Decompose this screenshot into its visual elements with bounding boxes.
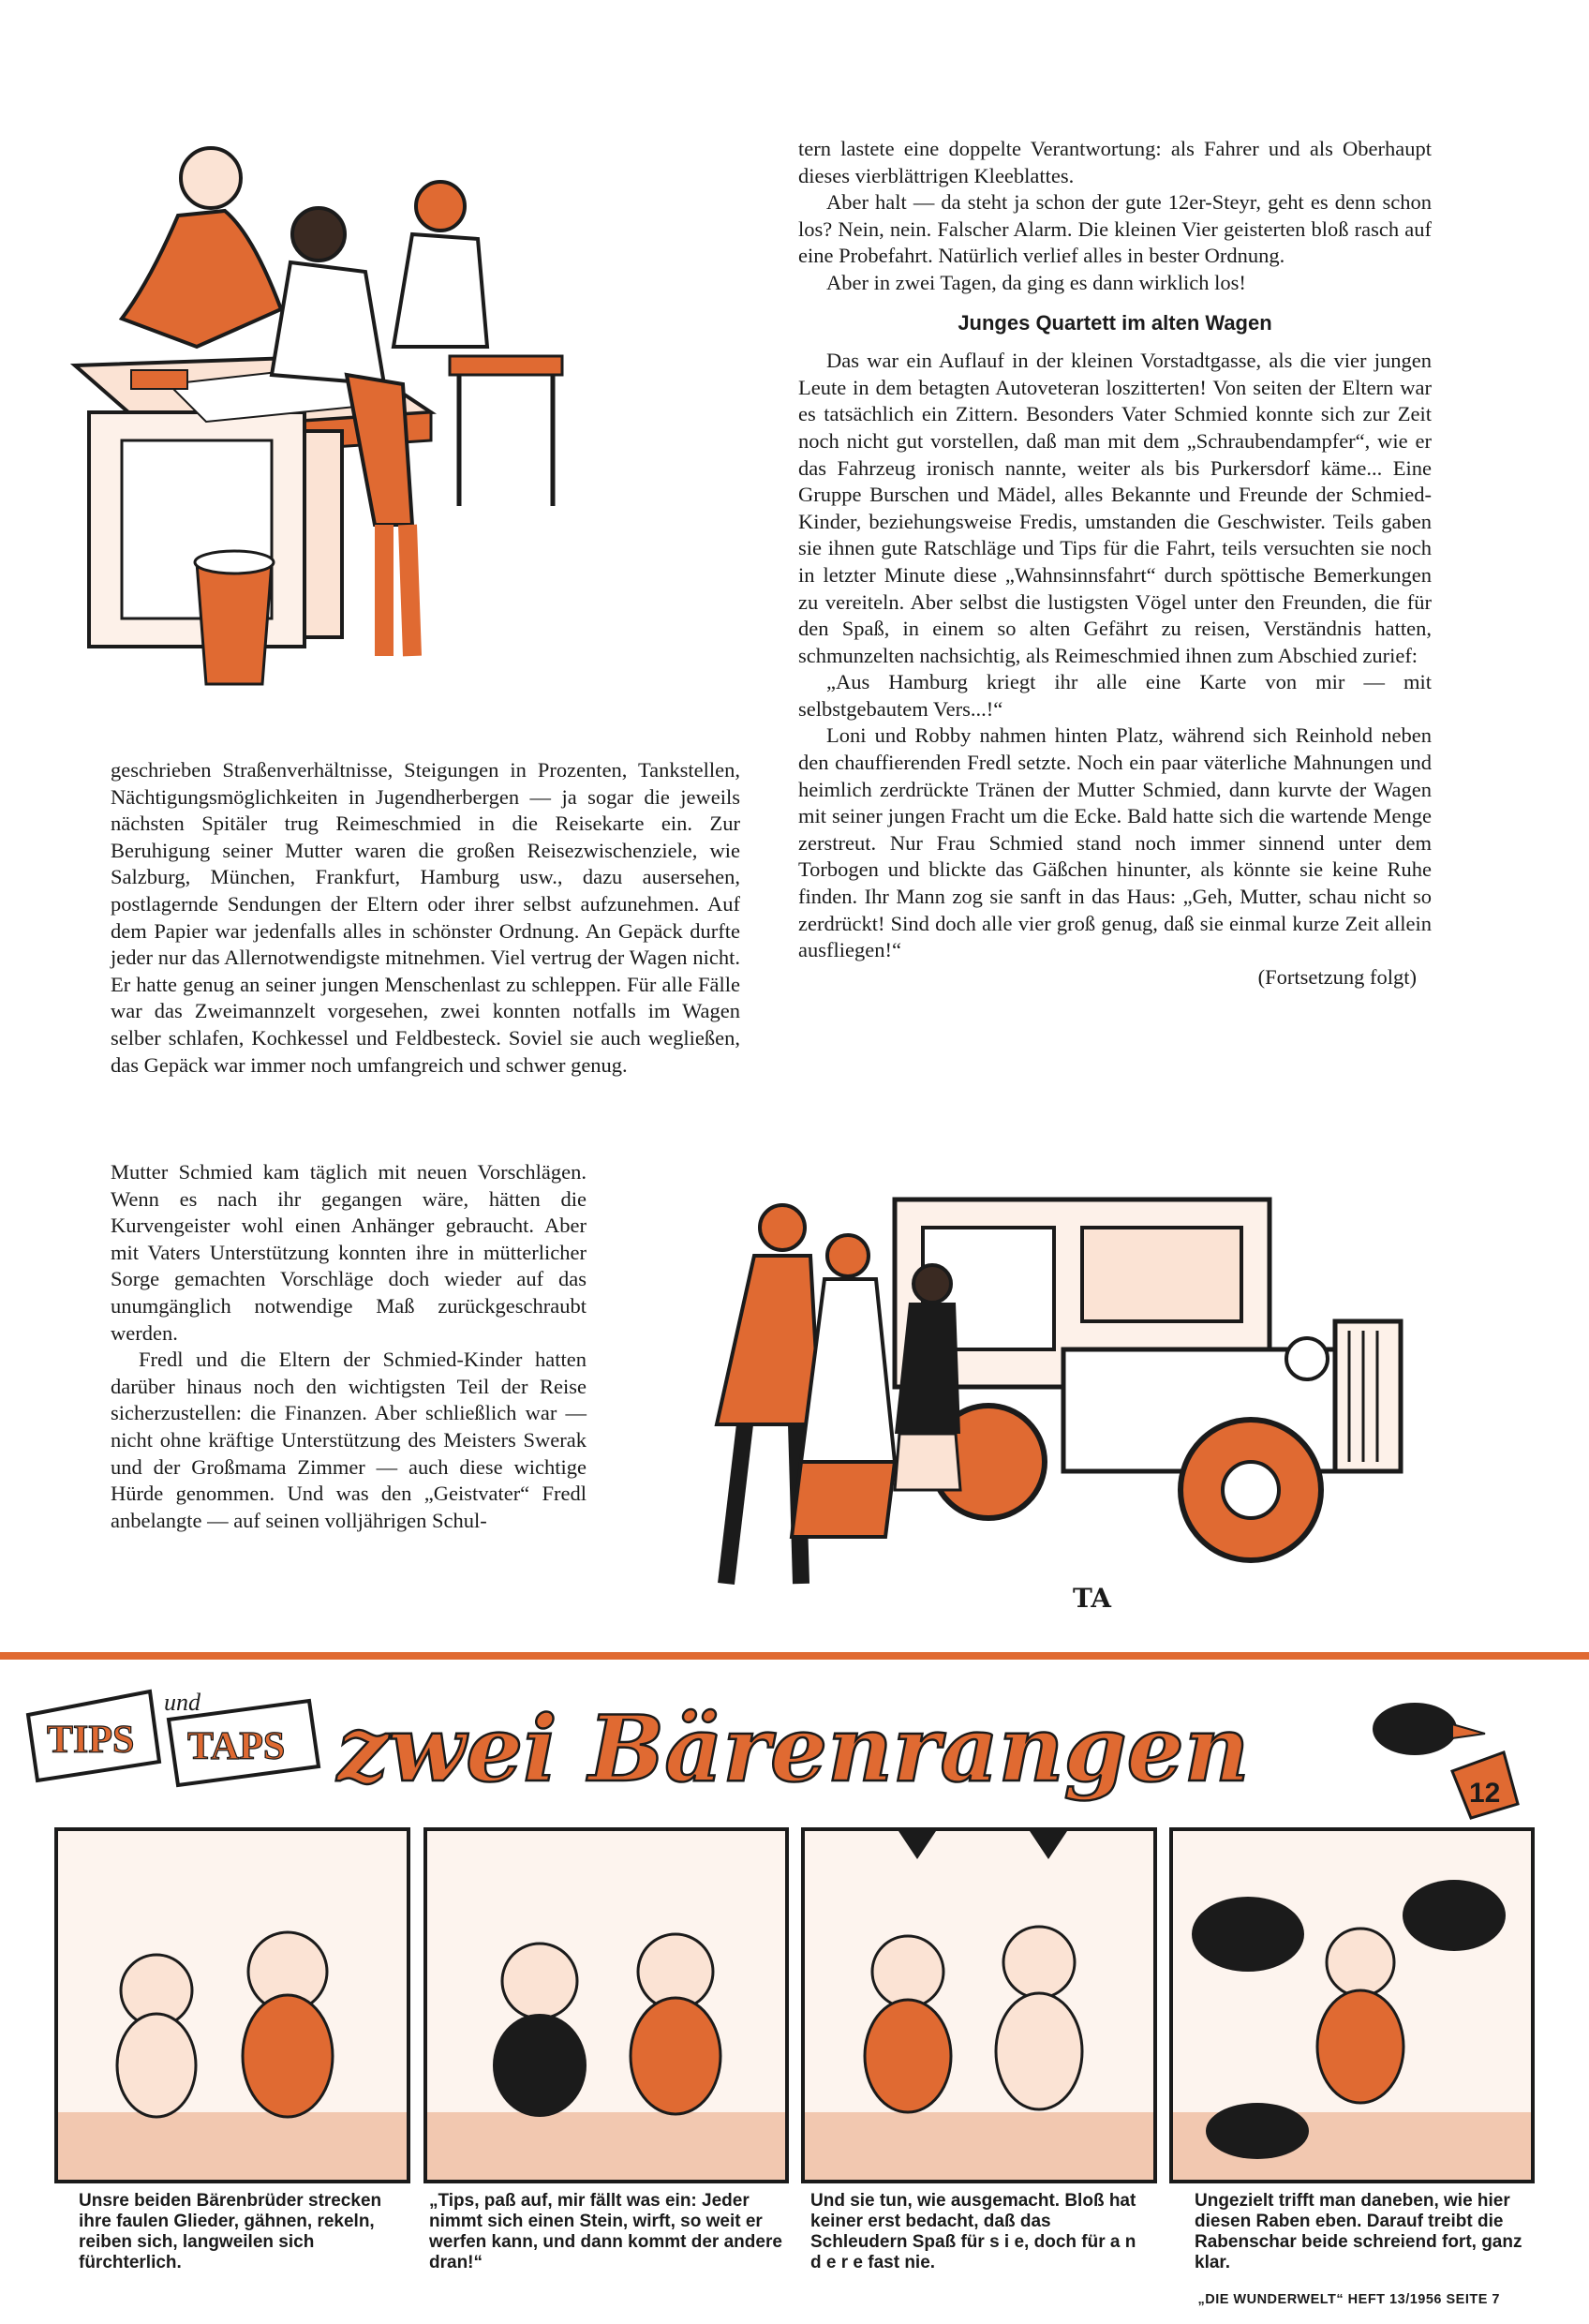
right-column-text <box>798 136 1432 991</box>
paragraph: tern lastete eine doppelte Verantwortung: als Fahrer und als Oberhaupt dieses vierblättrigen Kleeblattes. <box>798 137 1432 187</box>
episode-number: 12 <box>1469 1778 1501 1809</box>
title-und: und <box>164 1689 200 1716</box>
title-taps: TAPS <box>187 1725 286 1768</box>
comic-title <box>19 1673 1574 1823</box>
paragraph: Aber in zwei Tagen, da ging es dann wirklich los! <box>826 270 1246 294</box>
page-footer: „DIE WUNDERWELT“ HEFT 13/1956 SEITE 7 <box>1197 2292 1500 2307</box>
left-column-text-narrow <box>111 1159 587 1534</box>
title-main: zwei Bärenrangen <box>337 1696 1250 1802</box>
section-divider <box>0 1652 1589 1660</box>
office-illustration <box>37 131 628 693</box>
paragraph: geschrieben Straßenverhältnisse, Steigungen in Prozenten, Tankstellen, Nächtigungsmöglichkeiten in Jugendherbergen — ja sogar die jeweils nächsten Spitäler trug Reimeschmied in die Reisekarte ein. Zur Beruhigung seiner Mutter waren die großen Reisezwischenziele, wie Salzburg, München, Frankfurt, Hamburg usw., dazu ausersehen, postlagernde Sendungen der Eltern oder ihrer selbst aufzunehmen. Auf dem Papier war jedenfalls alles in schönster Ordnung. An Gepäck durfte jeder nur das Allernotwendigste mitnehmen. Viel vertrug der Wagen nicht. Er hatte genug an seiner jungen Menschenlast zu schleppen. Für alle Fälle war das Zweimannzelt vorgesehen, zwei konnten notfalls im Wagen selber schlafen, Kochkessel und Feldbesteck. Soviel sie auch wegließen, das Gepäck war immer noch umfangreich und schwer genug. <box>111 758 740 1077</box>
comic-caption-2: „Tips, paß auf, mir fällt was ein: Jeder nimmt sich einen Stein, wirft, so weit er werfen kann, und dann kommt der andere dran!“ <box>429 2191 782 2272</box>
continuation-note: (Fortsetzung folgt) <box>1257 964 1417 989</box>
paragraph: Loni und Robby nahmen hinten Platz, während sich Reinhold neben den chauffierenden Fredl setzte. Noch ein paar väterliche Mahnungen und heimlich zerdrückte Tränen der Mutter Schmied, dann kurvte der Wagen mit seiner jungen Fracht um die Ecke. Bald hatte sich die wartende Menge zerstreut. Nur Frau Schmied stand noch immer sinnend unter dem Torbogen und blickte das Gäßchen hinunter, als könnte sie keine Ruhe finden. Ihr Mann zog sie sanft in das Haus: „Geh, Mutter, schau nicht so zerdrückt! Sind doch alle vier groß genug, daß sie einmal kurze Zeit allein ausfliegen!“ <box>798 723 1432 962</box>
title-tips: TIPS <box>47 1719 135 1762</box>
car-illustration <box>614 1181 1513 1621</box>
comic-caption-4: Ungezielt trifft man daneben, wie hier diesen Raben eben. Darauf treibt die Rabenschar beide schreiend fort, ganz klar. <box>1195 2191 1522 2272</box>
comic-panel-2 <box>423 1827 789 2183</box>
section-heading: Junges Quartett im alten Wagen <box>958 310 1272 335</box>
comic-panel-3 <box>801 1827 1157 2183</box>
comic-caption-3: Und sie tun, wie ausgemacht. Bloß hat keiner erst bedacht, daß das Schleudern Spaß für s i e, doch für a n d e r e fast nie. <box>810 2191 1136 2272</box>
comic-panel-1 <box>54 1827 410 2183</box>
comic-panel-4 <box>1169 1827 1535 2183</box>
paragraph: Das war ein Auflauf in der kleinen Vorstadtgasse, als die vier jungen Leute in dem betagten Autoveteran loszitterten! Von seiten der Eltern war es tatsächlich ein Zittern. Besonders Vater Schmied konnte sich zur Zeit noch nicht gut vorstellen, daß man mit dem „Schraubendampfer“, wie er das Fahrzeug ironisch nannte, weiter als bis Purkersdorf käme... Eine Gruppe Burschen und Mädel, alles Bekannte und Freunde der Schmied-Kinder, beziehungsweise Fredis, umstanden die Geschwister. Teils gaben sie ihnen gute Ratschläge und Tips für die Fahrt, teils versuchten sie noch in letzter Minute diese „Wahnsinnsfahrt“ durch spöttische Bemerkungen zu vereiteln. Aber selbst die lustigsten Vögel unter den Freunden, die für den Spaß, in einem so alten Gefährt zu reisen, Verständnis hatten, schmunzelten nachsichtig, als Reimeschmied ihnen zum Abschied zurief: <box>798 349 1432 667</box>
paragraph: Aber halt — da steht ja schon der gute 12er-Steyr, geht es denn schon los? Nein, nein. Falscher Alarm. Die kleinen Vier geisterten bloß rasch auf eine Probefahrt. Natürlich verlief alles in bester Ordnung. <box>798 190 1432 268</box>
artist-signature: TA <box>1073 1583 1112 1614</box>
paragraph: Mutter Schmied kam täglich mit neuen Vorschlägen. Wenn es nach ihr gegangen wäre, hätten die Kurvengeister wohl einen Anhänger gebraucht. Aber mit Vaters Unterstützung konnten ihre in mütterlicher Sorge gemachten Vorschläge doch wieder auf das unumgänglich notwendige Maß zurückgeschraubt werden. <box>111 1160 587 1345</box>
paragraph: „Aus Hamburg kriegt ihr alle eine Karte von mir — mit selbstgebautem Vers...!“ <box>798 670 1432 721</box>
comic-caption-1: Unsre beiden Bärenbrüder strecken ihre faulen Glieder, gähnen, rekeln, reiben sich, langweilen sich fürchterlich. <box>79 2191 382 2272</box>
left-column-text-wide <box>111 757 740 1079</box>
paragraph: Fredl und die Eltern der Schmied-Kinder hatten darüber hinaus noch den wichtigsten Teil der Reise sicherzustellen: die Finanzen. Aber schließlich war — nicht ohne kräftige Unterstützung des Meisters Swerak und der Großmama Zimmer — auch diese wichtige Hürde genommen. Und was den „Geistvater“ Fredl anbelangte — auf seinen volljährigen Schul- <box>111 1348 587 1532</box>
